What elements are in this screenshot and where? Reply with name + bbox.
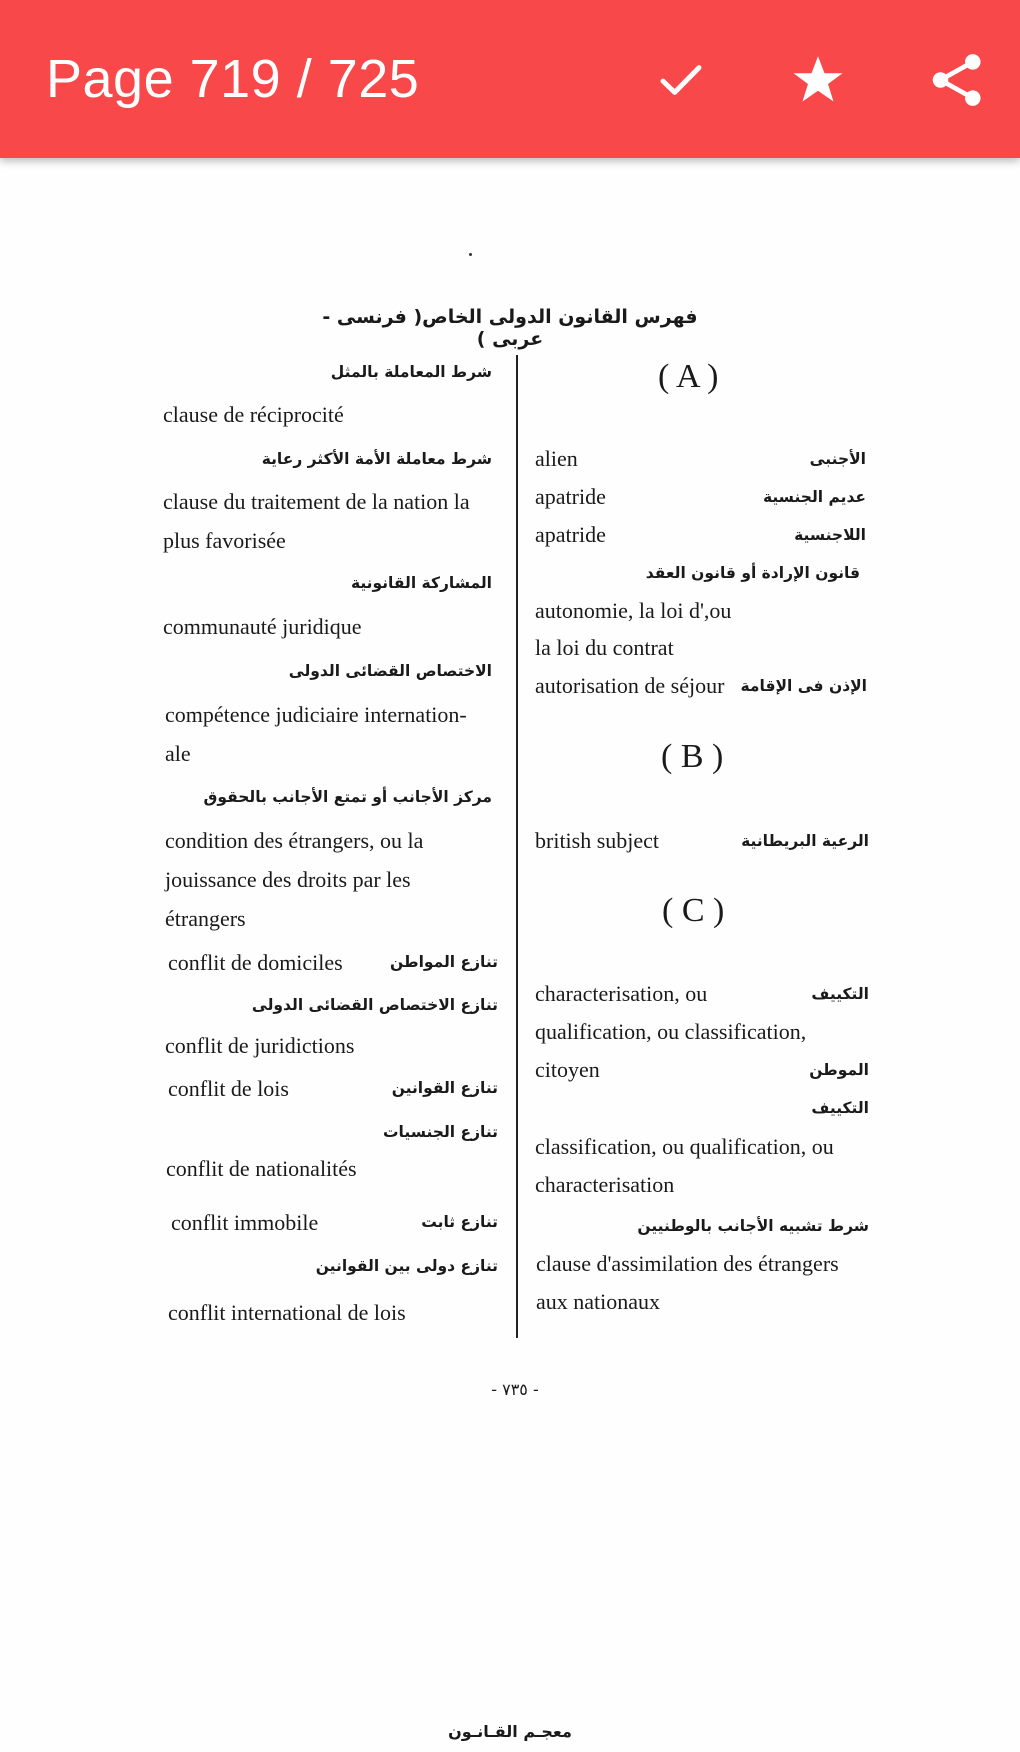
index-term-ar: تنازع دولى بين القوانين — [315, 1257, 498, 1275]
index-term-ar: تنازع ثابت — [421, 1213, 498, 1231]
index-term-ar: اللاجنسية — [794, 526, 866, 544]
index-term-fr: autorisation de séjour — [535, 673, 725, 698]
index-term-fr: clause du traitement de la nation la — [163, 489, 470, 514]
index-term-ar: تنازع الجنسيات — [382, 1123, 498, 1141]
index-term-fr: ale — [165, 741, 191, 766]
column-divider — [516, 355, 518, 1338]
check-button[interactable] — [645, 44, 717, 116]
running-footer: معجـم القـانـون — [448, 1722, 572, 1741]
index-term-fr: clause de réciprocité — [163, 402, 344, 427]
index-term-ar: تنازع الاختصاص القضائى الدولى — [251, 996, 498, 1014]
index-term-fr: condition des étrangers, ou la — [165, 828, 424, 853]
index-term-ar: قانون الإرادة أو قانون العقد — [645, 564, 860, 582]
index-term-ar: الرعية البريطانية — [741, 832, 869, 850]
index-term-fr: conflit de domiciles — [168, 950, 343, 975]
share-icon — [925, 49, 987, 111]
index-term-ar: المشاركة القانونية — [350, 574, 492, 592]
index-term-fr: aux nationaux — [536, 1289, 661, 1314]
section-letter-b: ( B ) — [661, 738, 724, 775]
star-icon — [788, 50, 848, 110]
index-term-ar: الأجنبى — [809, 450, 866, 468]
index-term-fr: citoyen — [535, 1057, 600, 1082]
index-term-fr: conflit de juridictions — [165, 1033, 355, 1058]
index-term-fr: apatride — [535, 522, 606, 547]
index-term-fr: conflit immobile — [171, 1210, 319, 1235]
bookmark-button[interactable] — [782, 44, 854, 116]
index-term-ar: تنازع القوانين — [391, 1079, 498, 1097]
index-term-fr: jouissance des droits par les — [165, 867, 411, 892]
index-term-fr: conflit de nationalités — [166, 1156, 357, 1181]
page-folio: - ٧٣٥ - — [491, 1380, 539, 1399]
index-term-fr: qualification, ou classification, — [535, 1019, 807, 1044]
index-term-ar: مركز الأجانب أو تمتع الأجانب بالحقوق — [203, 788, 492, 806]
check-icon — [654, 53, 708, 107]
index-term-ar: شرط تشبيه الأجانب بالوطنيين — [637, 1217, 869, 1235]
index-term-fr: autonomie, la loi d',ou — [535, 598, 732, 623]
section-letter-c: ( C ) — [662, 892, 725, 929]
index-term-ar: شرط معاملة الأمة الأكثر رعاية — [261, 450, 492, 468]
index-term-ar: شرط المعاملة بالمثل — [330, 363, 492, 381]
document-title: فهرس القانون الدولى الخاص( فرنسى - عربى ) — [322, 306, 698, 350]
index-term-fr: conflit de lois — [168, 1076, 289, 1101]
index-term-fr: clause d'assimilation des étrangers — [536, 1251, 839, 1276]
index-term-fr: plus favorisée — [163, 528, 286, 553]
index-term-fr: la loi du contrat — [535, 635, 674, 660]
index-term-ar: عديم الجنسية — [762, 488, 866, 506]
page-indicator: Page 719 / 725 — [46, 49, 420, 109]
index-term-fr: apatride — [535, 484, 606, 509]
index-term-fr: alien — [535, 446, 578, 471]
index-term-fr: characterisation — [535, 1172, 675, 1197]
index-term-ar: الاختصاص القضائى الدولى — [288, 662, 492, 680]
section-letter-a: ( A ) — [658, 358, 719, 395]
index-term-ar: التكييف — [811, 1099, 869, 1117]
index-term-fr: conflit international de lois — [168, 1300, 406, 1325]
index-term-fr: compétence judiciaire internation- — [165, 702, 467, 727]
index-term-fr: classification, ou qualification, ou — [535, 1134, 834, 1159]
index-term-ar: التكييف — [811, 985, 869, 1003]
index-term-ar: تنازع المواطن — [390, 953, 498, 971]
index-term-fr: british subject — [535, 828, 660, 853]
document-page — [0, 158, 1020, 1752]
index-term-ar: الموطن — [809, 1061, 869, 1079]
index-term-ar: الإذن فى الإقامة — [740, 677, 867, 695]
scan-speck — [469, 253, 472, 256]
share-button[interactable] — [920, 44, 992, 116]
app-bar — [0, 0, 1020, 158]
index-term-fr: communauté juridique — [163, 614, 362, 639]
index-term-fr: étrangers — [165, 906, 246, 931]
index-term-fr: characterisation, ou — [535, 981, 708, 1006]
